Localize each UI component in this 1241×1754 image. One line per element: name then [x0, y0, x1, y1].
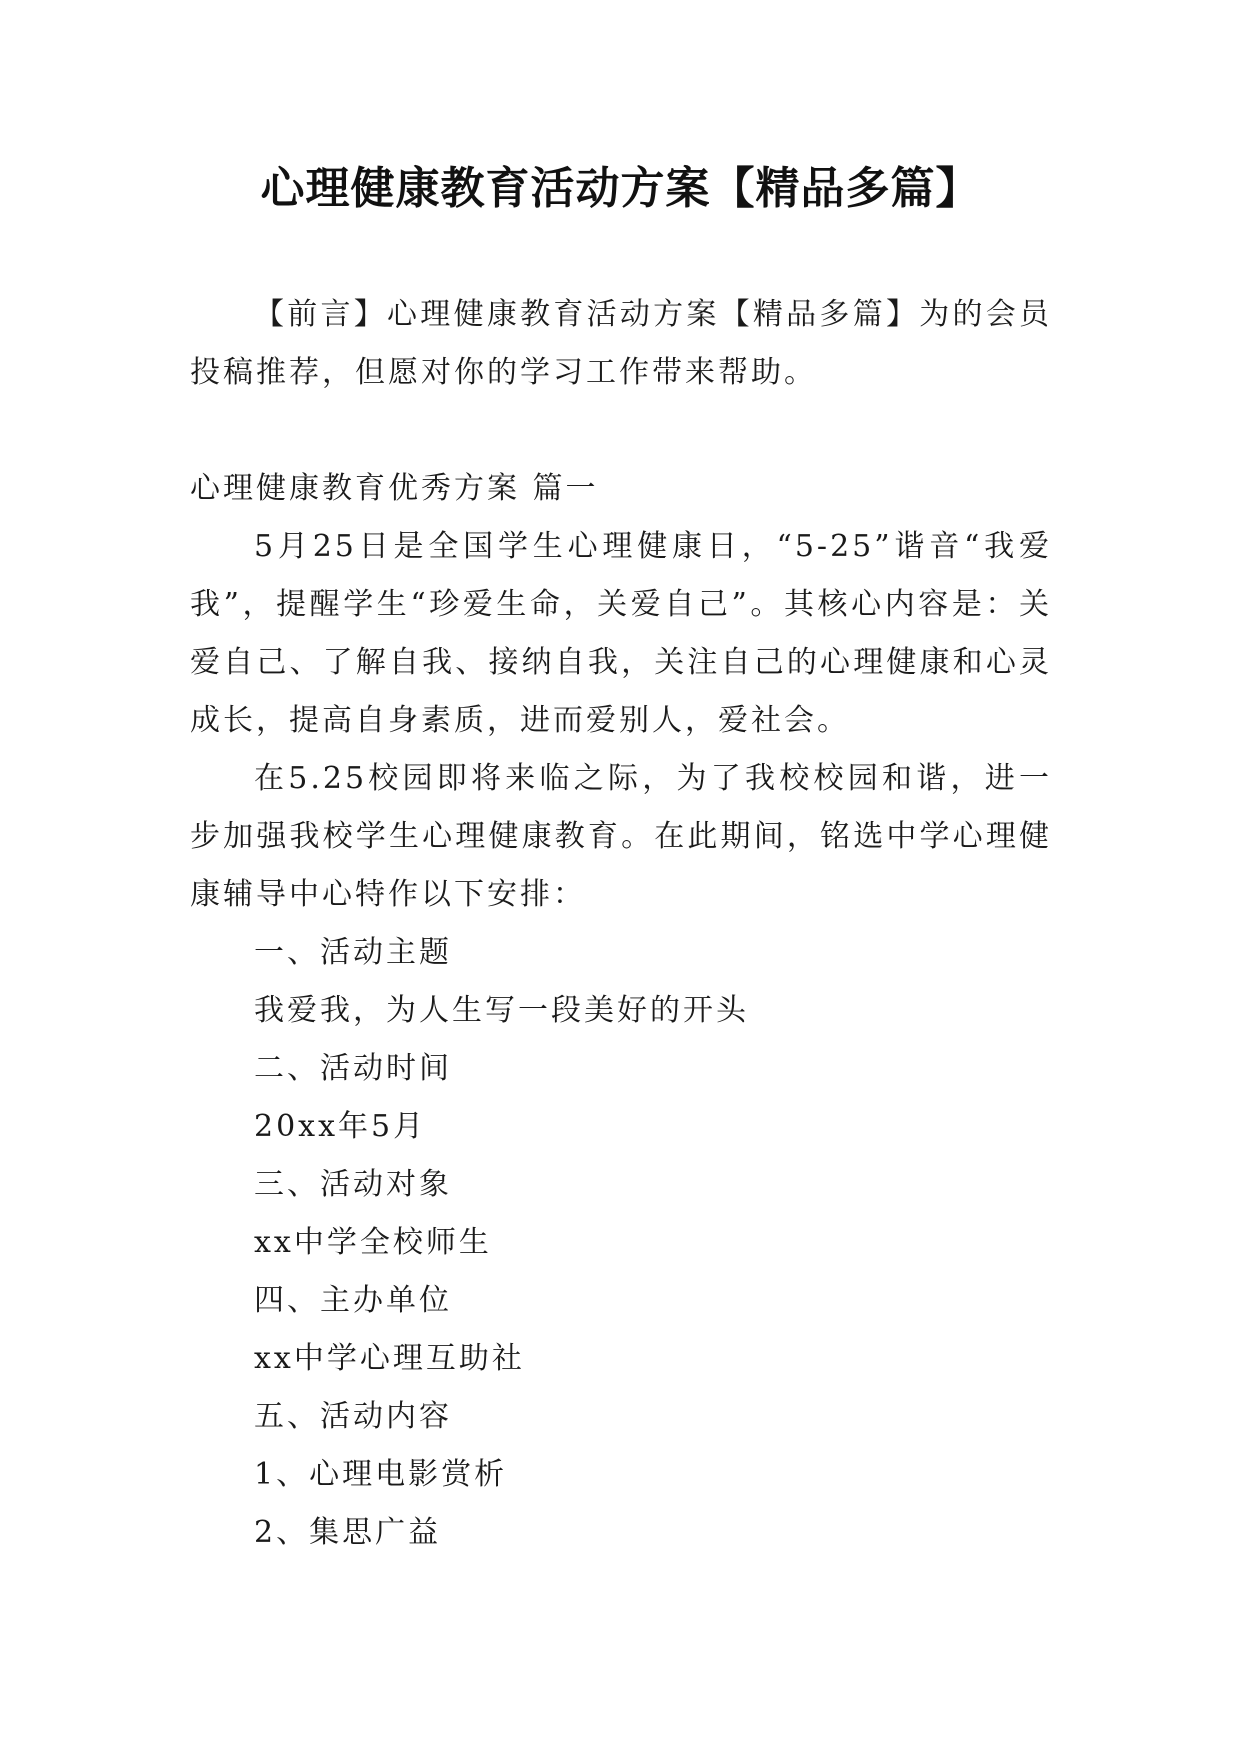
document-title: 心理健康教育活动方案【精品多篇】 [260, 163, 981, 214]
content-item-2: 2、集思广益 [254, 1515, 442, 1550]
heading-audience: 三、活动对象 [254, 1167, 452, 1202]
heading-theme: 一、活动主题 [254, 935, 452, 970]
paragraph-2: 在5.25校园即将来临之际，为了我校校园和谐，进一步加强我校学生心理健康教育。在此期间，铭选中学心理健康辅导中心特作以下安排： [190, 761, 1052, 912]
preface-paragraph: 【前言】心理健康教育活动方案【精品多篇】为的会员投稿推荐，但愿对你的学习工作带来帮助。 [190, 297, 1052, 390]
heading-content: 五、活动内容 [254, 1399, 452, 1434]
organizer-text: xx中学心理互助社 [254, 1341, 525, 1376]
heading-organizer: 四、主办单位 [254, 1283, 452, 1318]
time-text: 20xx年5月 [254, 1109, 427, 1144]
section-heading: 心理健康教育优秀方案 篇一 [190, 471, 599, 506]
audience-text: xx中学全校师生 [254, 1225, 492, 1260]
heading-time: 二、活动时间 [254, 1051, 452, 1086]
content-item-1: 1、心理电影赏析 [254, 1457, 508, 1492]
paragraph-1: 5月25日是全国学生心理健康日，“5-25”谐音“我爱我”，提醒学生“珍爱生命，关爱自己”。其核心内容是：关爱自己、了解自我、接纳自我，关注自己的心理健康和心灵成长，提高自身素质，进而爱别人，爱社会。 [190, 529, 1052, 738]
theme-text: 我爱我，为人生写一段美好的开头 [254, 993, 749, 1028]
spacer [190, 402, 1052, 460]
document-body [190, 286, 1052, 1562]
